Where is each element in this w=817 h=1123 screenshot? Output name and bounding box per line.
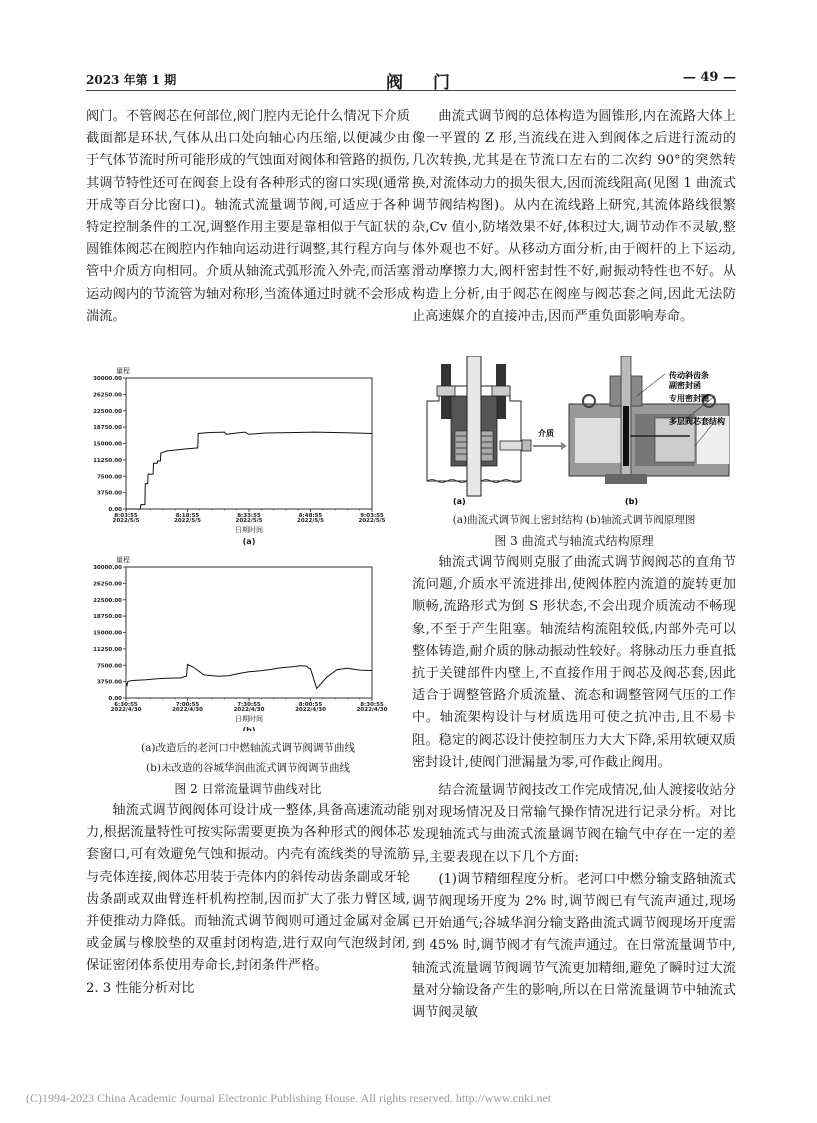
valve-diagram (425, 356, 735, 506)
plot-frame (126, 378, 372, 509)
x-tick-date: 2022/4/30 (172, 707, 203, 713)
y-tick-label: 11250.00 (93, 646, 122, 653)
x-tick-time: 9:03:55 (360, 513, 384, 519)
paragraph: 阀门。不管阀芯在何部位,阀门腔内无论什么情况下介质截面都是环状,气体从出口处向轴心内压缩,以便减少由于气体节流时所可能形成的气蚀面对阀体和管路的损伤,其调节特性还可在阀套上设有各种形式的窗口实现(通常开成等百分比窗口)。轴流式流量调节阀,可适应于各种特定控制条件的工况,调整作用主要是靠相似于气缸状的圆锥体阀芯在阀腔内作轴向运动进行调整,其行程方向与管中介质方向相同。介质从轴流式弧形流入外壳,而活塞运动阀内的节流管为轴对称形,当流体通过时就不会形成湍流。 (86, 109, 410, 324)
fig3-title: 图 3 曲流式与轴流式结构原理 (494, 534, 654, 548)
fig3-label-seal-box: 副密封函 (669, 381, 701, 390)
figure-3-captions (412, 510, 736, 552)
paragraph: 轴流式调节阀则克服了曲流式调节阀阀芯的直角节流问题,介质水平流进排出,使阀体腔内流道的旋转更加顺畅,流路形式为倒 S 形状态,不会出现介质流动不畅现象,不至于产生阻塞。轴流结构流阻较低,内部外壳可以整体铸造,耐介质的脉动振动性较好。将脉动压力垂直抵抗于关键部件内壁上,不直接作用于阀芯及阀芯套,因此适合于调整管路介质流量、流态和调整管网气压的工作中。轴流架构设计与材质选用可使之抗冲击,且不易卡阻。稳定的阀芯设计使控制压力大大下降,采用软硬双质密封设计,使阀门泄漏量为零,可作截止阀用。 (412, 555, 736, 770)
x-tick-date: 2022/5/5 (358, 518, 386, 524)
y-tick-label: 15000.00 (93, 630, 122, 637)
left-column-top (86, 106, 410, 328)
y-tick-label: 0.00 (108, 696, 122, 702)
y-tick-label: 18750.00 (93, 425, 122, 432)
chart-subtitle: (a) (242, 537, 256, 546)
y-tick-label: 22500.00 (93, 408, 122, 415)
paragraph: (1)调节精细程度分析。老河口中燃分输支路轴流式调节阀现场开度为 2% 时,调节阀已有气流声通过,现场已开始通气;谷城华润分输支路曲流式调节阀现场开度需到 45% 时,调节阀才有气流声通过。在日常流量调节中,轴流式流量调节阀调节气流更加精细,避免了瞬时过大流量对分输设备产生的影响,所以在日常流量调节中轴流式调节阀灵敏 (412, 871, 736, 1021)
x-tick-date: 2022/5/5 (235, 518, 263, 524)
y-tick-label: 18750.00 (93, 614, 122, 621)
x-tick-time: 8:33:55 (237, 513, 261, 519)
y-axis-label: 量程 (116, 367, 130, 375)
journal-issue: 2023 年第 1 期 (86, 73, 177, 87)
y-tick-label: 3750.00 (96, 490, 122, 497)
left-column-bottom (86, 800, 410, 1000)
y-tick-label: 26250.00 (93, 581, 122, 588)
figure-3-diagram (425, 356, 735, 510)
fig2-caption-a: (a)改造后的老河口中燃轴流式调节阀调节曲线 (141, 742, 355, 754)
y-tick-label: 30000.00 (93, 565, 122, 571)
flow-arrow-icon (533, 442, 567, 450)
fig3-label-seal-ring: 专用密封圈 (669, 394, 709, 403)
x-tick-date: 2022/4/30 (110, 707, 142, 713)
section-heading: 2. 3 性能分析对比 (86, 980, 195, 996)
fig3-label-medium: 介质 (538, 429, 554, 438)
copyright-footer: (C)1994-2023 China Academic Journal Electronic Publishing House. All rights reserved. http://www.cnki.net (26, 1091, 552, 1105)
x-tick-time: 8:18:55 (175, 513, 200, 519)
fig3-label-sleeve: 多层阀芯套结构 (669, 417, 725, 426)
fig2-title: 图 2 日常流量调节曲线对比 (174, 782, 322, 796)
y-tick-label: 30000.00 (93, 376, 122, 382)
chart-subtitle: (b) (242, 726, 256, 731)
x-tick-time: 8:30:55 (360, 702, 384, 708)
right-column-top (412, 106, 736, 328)
y-tick-label: 26250.00 (93, 392, 122, 399)
x-tick-time: 8:48:55 (298, 513, 323, 519)
x-tick-date: 2022/4/30 (295, 707, 326, 713)
x-tick-time: 8:00:55 (298, 702, 323, 708)
figure-2-captions (86, 738, 410, 800)
journal-title: 阀门 (386, 73, 480, 93)
fig3-label-rack: 传动斜齿条 (669, 371, 709, 380)
figure-2b-chart (86, 551, 396, 735)
x-axis-label: 日期时间 (235, 715, 263, 723)
y-tick-label: 7500.00 (96, 663, 122, 670)
y-tick-label: 11250.00 (93, 457, 122, 464)
x-tick-date: 2022/5/5 (297, 518, 324, 524)
fig3-caption: (a)曲流式调节阀上密封结构 (b)轴流式调节阀原理图 (452, 514, 696, 526)
fig3-label-b: (b) (625, 497, 639, 506)
fig2-caption-b: (b)未改造的谷城华润曲流式调节阀调节曲线 (146, 762, 350, 774)
chart-b-svg (86, 551, 396, 731)
chart-a-svg (86, 362, 396, 547)
right-column-bottom (412, 552, 736, 1024)
y-axis-label: 量程 (116, 556, 130, 564)
x-tick-time: 8:03:55 (114, 513, 138, 519)
page-header (86, 68, 736, 91)
x-tick-date: 2022/5/5 (112, 518, 140, 524)
paragraph: 轴流式调节阀阀体可设计成一整体,具备高速流动能力,根据流量特性可按实际需要更换为各种形式的阀体芯套窗口,可有效避免气蚀和振动。内壳有流线类的导流筋与壳体连接,阀体芯用装于壳体内的斜传动齿条副或牙轮齿条副或双曲臂连杆机构控制,因而扩大了张力臂区域,并使推动力降低。而轴流式调节阀则可通过金属对金属或金属与橡胶垫的双重封闭构造,进行双向气泡级封闭,保证密闭体系使用寿命长,封闭条件严格。 (86, 803, 410, 974)
figure-2a-chart (86, 362, 396, 551)
paragraph: 曲流式调节阀的总体构造为圆锥形,内在流路大体上像一平置的 Z 形,当流线在进入到阀体之后进行流动的几次转换,尤其是在节流口左右的二次约 90°的突然转换,对流体动力的损失很大,因而流线阻高(见图 1 曲流式调节阀结构图)。从内在流线路上研究,其流体路线很繁杂,Cv 值小,防堵效果不好,体积过大,调节动作不灵敏,整体外观也不好。从移动方面分析,由于阀杆的上下运动,滑动摩擦力大,阀杆密封性不好,耐振动特性也不好。从构造上分析,由于阀芯在阀座与阀芯套之间,因此无法防止高速媒介的直接冲击,因而严重负面影响寿命。 (412, 109, 736, 324)
x-axis-label: 日期时间 (235, 526, 263, 534)
fig3-label-a: (a) (453, 497, 466, 506)
x-tick-time: 7:30:55 (237, 702, 261, 708)
x-tick-date: 2022/5/5 (174, 518, 201, 524)
y-tick-label: 7500.00 (96, 474, 122, 481)
page-number: — 49 — (682, 70, 736, 85)
x-tick-time: 7:00:55 (175, 702, 200, 708)
y-tick-label: 22500.00 (93, 597, 122, 604)
x-tick-date: 2022/4/30 (356, 707, 388, 713)
valve-a-drawing (427, 356, 531, 496)
x-tick-date: 2022/4/30 (233, 707, 265, 713)
y-tick-label: 15000.00 (93, 441, 122, 448)
paragraph: 结合流量调节阀技改工作完成情况,仙人渡接收站分别对现场情况及日常输气操作情况进行记录分析。对比发现轴流式与曲流式流量调节阀在输气中存在一定的差异,主要表现在以下几个方面: (412, 783, 736, 865)
y-tick-label: 0.00 (108, 507, 122, 513)
y-tick-label: 3750.00 (96, 679, 122, 686)
x-tick-time: 6:30:55 (114, 702, 138, 708)
